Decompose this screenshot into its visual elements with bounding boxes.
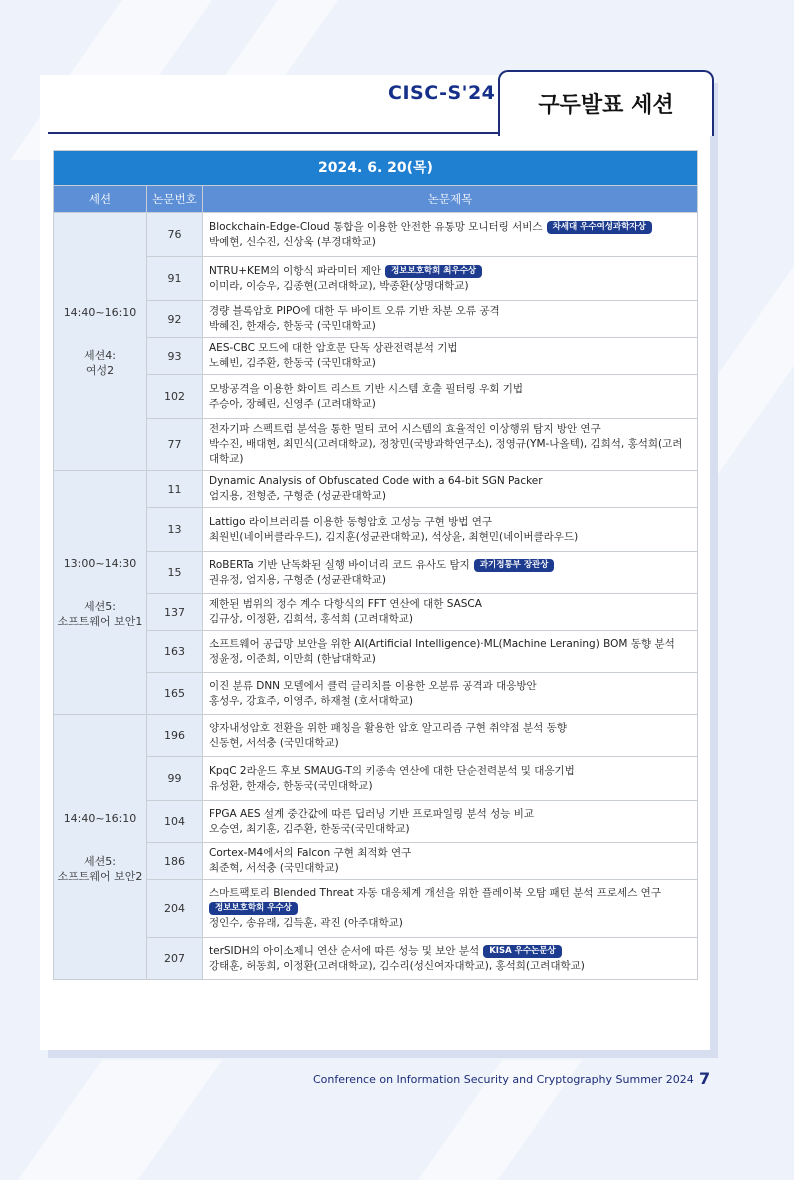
paper-number: 104 [147,801,203,843]
paper-authors: 강태훈, 허동희, 이정환(고려대학교), 김수리(성신여자대학교), 홍석희(고려대학교) [209,959,585,972]
paper-authors: 주승아, 장혜린, 신영주 (고려대학교) [209,397,376,410]
paper-cell [203,375,698,419]
table-row [54,301,698,338]
paper-title-text: 스마트팩토리 Blended Threat 자동 대응체계 개선을 위한 플레이북 오탐 패턴 분석 프로세스 연구 [209,887,661,899]
schedule-table [53,150,698,980]
award-badge: KISA 우수논문상 [483,945,561,958]
page-number: 7 [699,1069,711,1088]
paper-title [209,807,691,822]
paper-title-text: NTRU+KEM의 이항식 파라미터 제안 [209,264,382,277]
date-header: 2024. 6. 20(목) [54,151,698,186]
paper-cell [203,338,698,375]
paper-title-text: 제한된 범위의 정수 계수 다항식의 FFT 연산에 대한 SASCA [209,598,482,610]
paper-authors: 신동현, 서석충 (국민대학교) [209,736,339,749]
paper-title-text: 경량 블록암호 PIPO에 대한 두 바이트 오류 기반 차분 오류 공격 [209,305,500,317]
paper-cell [203,757,698,801]
table-row [54,880,698,938]
paper-title-text: AES-CBC 모드에 대한 암호문 단독 상관전력분석 기법 [209,342,458,354]
table-row [54,715,698,757]
award-badge: 정보보호학회 최우수상 [385,265,482,278]
table-row [54,375,698,419]
paper-authors: 박혜진, 한재승, 한동국 (국민대학교) [209,320,376,332]
paper-title [209,679,691,694]
paper-cell [203,257,698,301]
paper-title-text: RoBERTa 기반 난독화된 실행 바이너리 코드 유사도 탐지 [209,558,470,571]
table-row [54,673,698,715]
paper-title [209,721,691,736]
paper-title [209,597,691,612]
paper-title [209,304,691,319]
paper-cell [203,715,698,757]
paper-title [209,886,691,901]
schedule-body [54,213,698,980]
paper-number: 13 [147,508,203,552]
footer-conference-name: Conference on Information Security and Cryptography Summer 2024 [313,1073,694,1086]
table-row [54,938,698,980]
paper-title-text: Lattigo 라이브러리를 이용한 동형암호 고성능 구현 방법 연구 [209,515,493,528]
table-row [54,471,698,508]
paper-title [209,515,691,530]
table-row [54,508,698,552]
table-row [54,757,698,801]
table-row [54,257,698,301]
session-name: 세션5: 소프트웨어 보안1 [57,600,143,628]
header-rule [48,132,498,134]
paper-cell [203,552,698,594]
table-row [54,419,698,471]
conference-label: CISC-S'24 [388,82,496,104]
section-title: 구두발표 세션 [538,93,674,118]
paper-title-text: KpqC 2라운드 후보 SMAUG-T의 키종속 연산에 대한 단순전력분석 및 대응기법 [209,764,575,777]
paper-title [209,474,691,489]
date-header-row [54,151,698,186]
paper-number: 196 [147,715,203,757]
paper-number: 92 [147,301,203,338]
paper-authors: 엄지용, 전형준, 구형준 (성균관대학교) [209,490,387,502]
paper-authors: 홍성우, 강효주, 이영주, 하재철 (호서대학교) [209,694,413,707]
paper-title [209,264,691,279]
session-time: 14:40~16:10 [63,306,137,319]
paper-title [209,944,691,959]
paper-number: 137 [147,594,203,631]
paper-authors: 노혜빈, 김주환, 한동국 (국민대학교) [209,357,376,369]
paper-number: 91 [147,257,203,301]
award-badge: 과기정통부 장관상 [474,559,555,572]
session-name: 세션4: 여성2 [84,349,116,377]
paper-number: 76 [147,213,203,257]
paper-title-text: Cortex-M4에서의 Falcon 구현 최적화 연구 [209,847,412,859]
paper-title-text: Dynamic Analysis of Obfuscated Code with a 64-bit SGN Packer [209,475,543,487]
paper-authors: 정윤정, 이준희, 이만희 (한남대학교) [209,652,376,665]
paper-authors: 최원빈(네이버클라우드), 김지훈(성균관대학교), 석상윤, 최현민(네이버클라우드) [209,530,579,543]
column-header-session: 세션 [54,186,147,213]
section-tab [498,70,714,136]
paper-authors: 박수진, 배대현, 최민식(고려대학교), 정창민(국방과학연구소), 정영규(YM-나올텍), 김희석, 홍석희(고려대학교) [209,438,683,465]
award-badge: 차세대 우수여성과학자상 [547,221,652,234]
paper-number: 15 [147,552,203,594]
paper-authors: 이미라, 이승우, 김종현(고려대학교), 박종환(상명대학교) [209,279,469,292]
paper-cell [203,801,698,843]
paper-title-text: 양자내성암호 전환을 위한 패칭을 활용한 암호 알고리즘 구현 취약점 분석 동향 [209,721,567,734]
paper-number: 93 [147,338,203,375]
paper-cell [203,471,698,508]
paper-title [209,422,691,437]
paper-title [209,764,691,779]
paper-title-text: FPGA AES 설계 중간값에 따른 딥러닝 기반 프로파일링 분석 성능 비교 [209,807,534,820]
paper-title [209,341,691,356]
session-cell [54,471,147,715]
paper-number: 207 [147,938,203,980]
table-row [54,338,698,375]
paper-title-text: Blockchain-Edge-Cloud 통합을 이용한 안전한 유통망 모니터링 서비스 [209,220,543,233]
background-stripe [18,1060,222,1180]
paper-title-text: 전자기파 스펙트럼 분석을 통한 멀티 코어 시스템의 효율적인 이상행위 탐지 방안 연구 [209,423,601,435]
table-row [54,552,698,594]
paper-number: 165 [147,673,203,715]
paper-title [209,382,691,397]
award-badge: 정보보호학회 우수상 [209,902,298,915]
table-row [54,631,698,673]
paper-cell [203,938,698,980]
session-time: 13:00~14:30 [63,557,137,570]
paper-number: 186 [147,843,203,880]
session-cell [54,213,147,471]
column-header-paper-title: 논문제목 [203,186,698,213]
paper-cell [203,213,698,257]
paper-authors: 권유정, 엄지용, 구형준 (성균관대학교) [209,573,387,586]
table-row [54,594,698,631]
paper-authors: 최준혁, 서석충 (국민대학교) [209,862,339,874]
paper-number: 102 [147,375,203,419]
paper-title [209,846,691,861]
paper-cell [203,880,698,938]
paper-authors: 오승연, 최기훈, 김주환, 한동국(국민대학교) [209,822,410,835]
paper-authors: 유성환, 한재승, 한동국(국민대학교) [209,779,373,792]
paper-number: 99 [147,757,203,801]
paper-cell [203,301,698,338]
paper-authors: 김규상, 이정환, 김희석, 홍석희 (고려대학교) [209,613,413,625]
paper-title [209,558,691,573]
paper-number: 163 [147,631,203,673]
paper-cell [203,419,698,471]
paper-title-text: terSIDH의 아이소제니 연산 순서에 따른 성능 및 보안 분석 [209,944,480,957]
table-row [54,801,698,843]
column-header-paper-number: 논문번호 [147,186,203,213]
paper-number: 204 [147,880,203,938]
paper-cell [203,594,698,631]
paper-cell [203,631,698,673]
paper-authors: 박예현, 신수진, 신상욱 (부경대학교) [209,235,376,248]
session-time: 14:40~16:10 [63,811,137,825]
paper-title-text: 이진 분류 DNN 모델에서 클럭 글리치를 이용한 오분류 공격과 대응방안 [209,679,537,692]
table-row [54,843,698,880]
paper-cell [203,673,698,715]
session-cell [54,715,147,980]
table-row [54,213,698,257]
paper-title [209,220,691,235]
paper-title-text: 소프트웨어 공급망 보안을 위한 AI(Artificial Intelligence)·ML(Machine Leraning) BOM 동향 분석 [209,637,675,650]
paper-cell [203,843,698,880]
session-name: 세션5: 소프트웨어 보안2 [57,854,143,883]
paper-cell [203,508,698,552]
paper-title [209,637,691,652]
column-header-row [54,186,698,213]
paper-authors: 정인수, 송유래, 김득훈, 곽진 (아주대학교) [209,917,403,929]
paper-number: 77 [147,419,203,471]
paper-number: 11 [147,471,203,508]
paper-title-text: 모방공격을 이용한 화이트 리스트 기반 시스템 호출 필터링 우회 기법 [209,382,524,395]
